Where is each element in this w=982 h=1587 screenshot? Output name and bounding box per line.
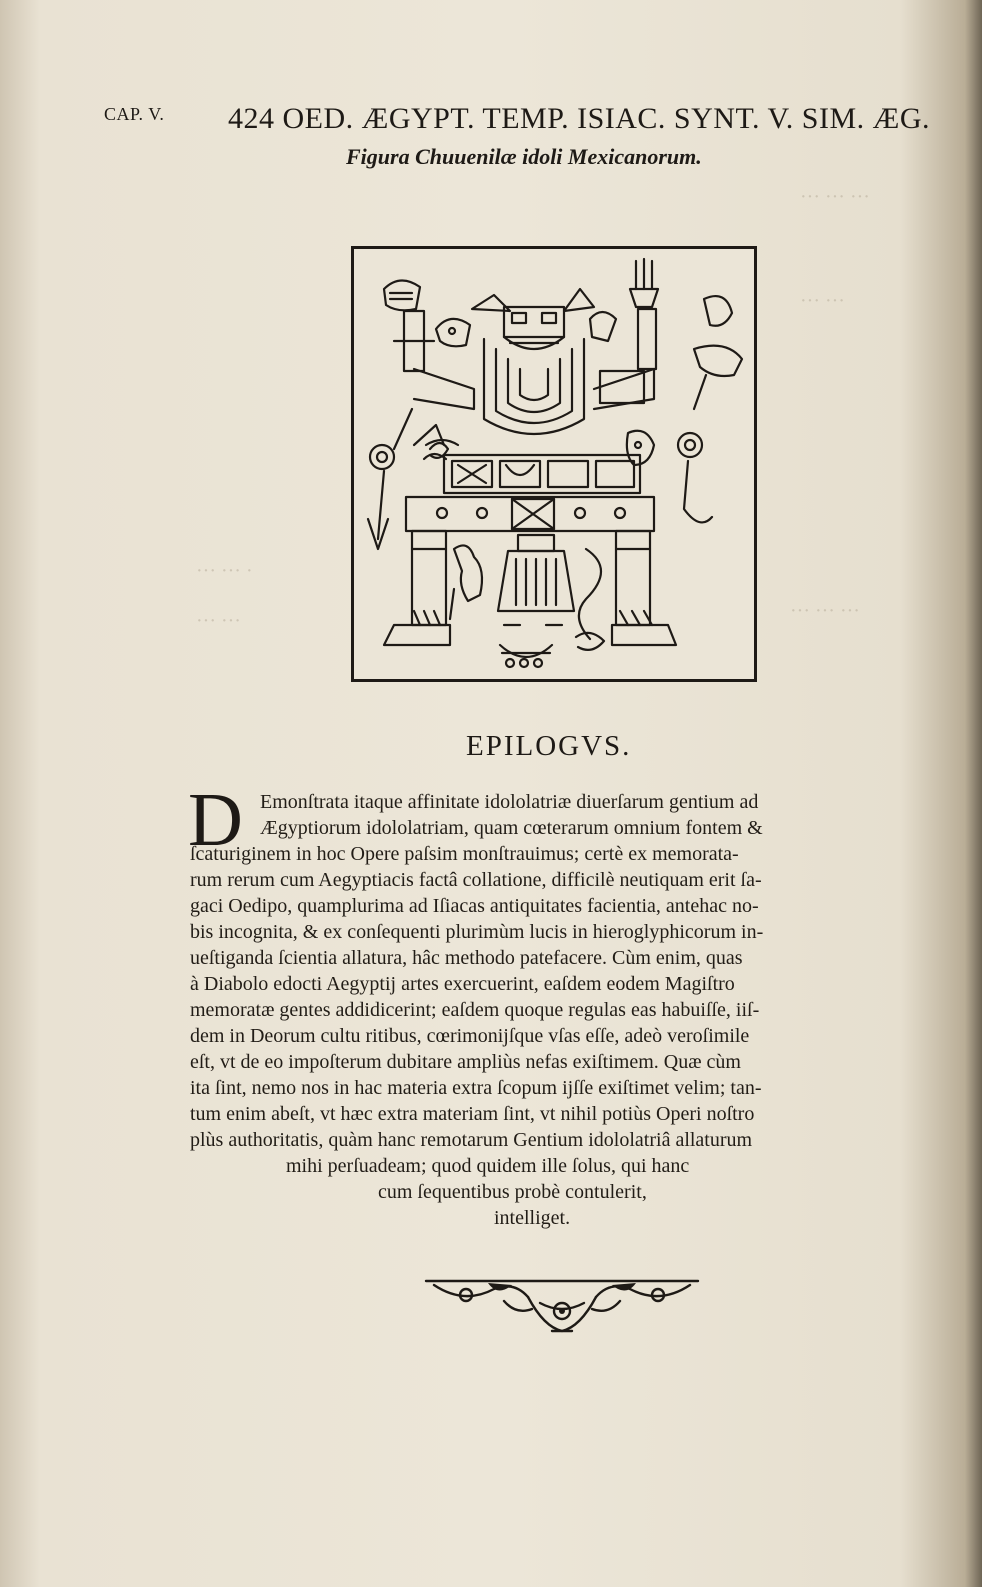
body-text-line: plùs authoritatis, quàm hanc remotarum Gentium idololatriâ allaturum [190, 1129, 753, 1151]
body-text-line: gaci Oedipo, quamplurima ad Iſiacas antiquitates facientia, antehac no- [190, 895, 759, 917]
body-text-line: rum rerum cum Aegyptiacis factâ collatione, difficilè neutiquam erit ſa- [190, 869, 762, 891]
body-text-line: tum enim abeſt, vt hæc extra materiam ſint, vt nihil potiùs Operi noſtro [190, 1103, 755, 1125]
bleed-through-text: ··· ··· · [196, 560, 253, 582]
body-text-line: cum ſequentibus probè contulerit, [378, 1181, 647, 1203]
figure-caption: Figura Chuuenilæ idoli Mexicanorum. [346, 144, 702, 169]
body-text-line: mihi perſuadeam; quod quidem ille ſolus, qui hanc [286, 1155, 690, 1177]
body-text-line: intelliget. [494, 1207, 571, 1229]
chapter-margin-label: CAP. V. [104, 104, 165, 124]
idol-illustration [354, 249, 754, 679]
bleed-through-text: ··· ··· [196, 610, 241, 632]
body-text-line: memoratæ gentes addidicerint; eaſdem quoque regulas eas habuiſſe, iiſ- [190, 999, 760, 1021]
body-text-line: ueſtiganda ſcientia allatura, hâc methodo patefacere. Cùm enim, quas [190, 947, 743, 969]
body-text-line: Ægyptiorum idololatriam, quam cœterarum omnium fontem & [260, 817, 763, 839]
body-text-line: ſcaturiginem in hoc Opere paſsim monſtrauimus; certè ex memorata- [190, 843, 739, 865]
bleed-through-text: ··· ··· [800, 290, 845, 312]
idol-woodcut-figure [351, 246, 757, 682]
running-head: 424 OED. ÆGYPT. TEMP. ISIAC. SYNT. V. SIM. ÆG. [228, 102, 930, 135]
bleed-through-text: ··· ··· ··· [800, 186, 870, 208]
drop-cap-initial: D [188, 778, 243, 862]
body-text-line: dem in Deorum cultu ritibus, cœrimonijſque vſas eſſe, adeò veroſimile [190, 1025, 750, 1047]
tailpiece-ornament [424, 1275, 700, 1339]
body-text-line: Emonſtrata itaque affinitate idololatriæ diuerſarum gentium ad [260, 791, 759, 813]
section-title: EPILOGVS. [466, 730, 632, 762]
body-text-line: eſt, vt de eo impoſterum dubitare ampliùs nefas exiſtimem. Quæ cùm [190, 1051, 741, 1073]
bleed-through-text: ··· ··· ··· [790, 600, 860, 622]
body-text-line: à Diabolo edocti Aegyptij artes exercuerint, eaſdem eodem Magiſtro [190, 973, 735, 995]
body-text-line: ita ſint, nemo nos in hac materia extra ſcopum ijſſe exiſtimet velim; tan- [190, 1077, 762, 1099]
body-text-line: bis incognita, & ex conſequenti plurimùm lucis in hieroglyphicorum in- [190, 921, 764, 943]
